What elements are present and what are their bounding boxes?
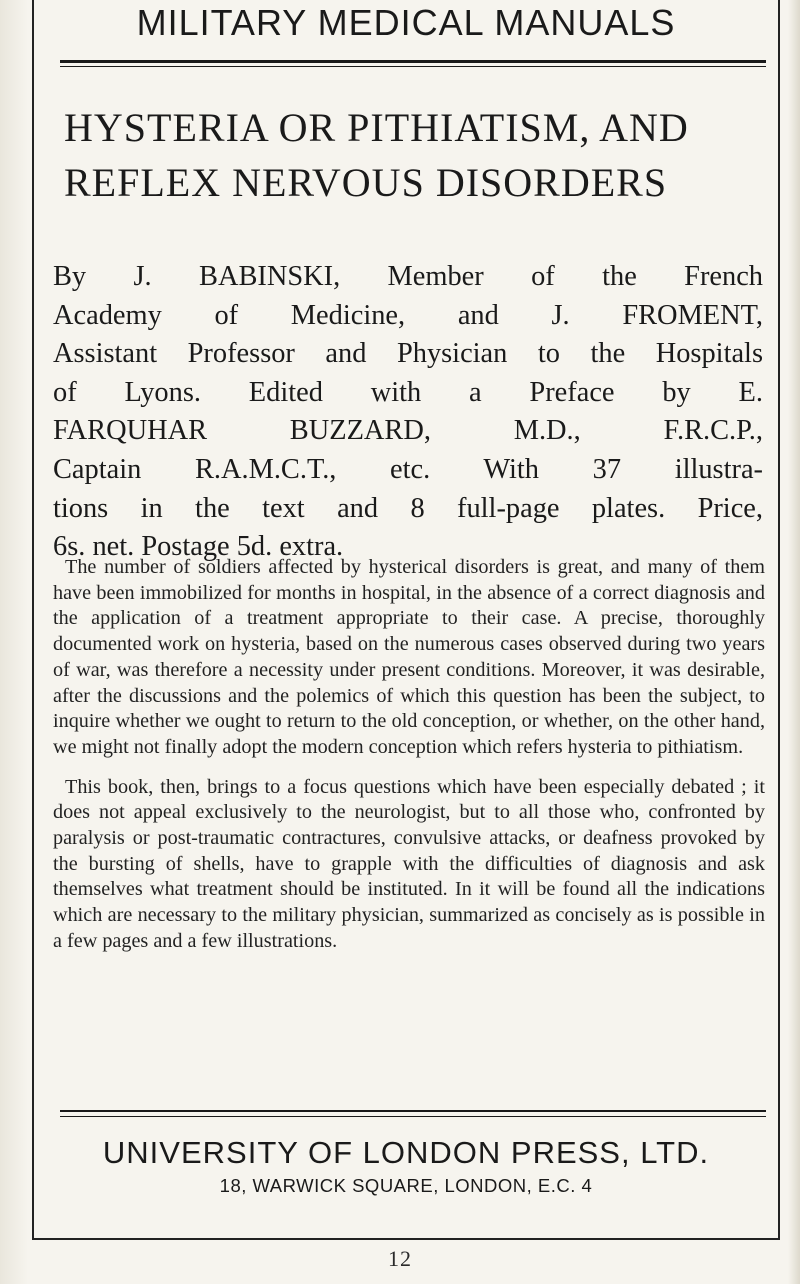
author-credits (53, 258, 763, 567)
author-line: Assistant Professor and Physician to the Hospitals (53, 338, 763, 370)
book-title-line: REFLEX NERVOUS DISORDERS (64, 160, 668, 205)
page-number: 12 (388, 1246, 412, 1271)
author-line: FARQUHAR BUZZARD, M.D., F.R.C.P., (53, 415, 763, 447)
page-edge-left (0, 0, 28, 1284)
publisher-address: 18, WARWICK SQUARE, LONDON, E.C. 4 (219, 1175, 593, 1196)
bottom-rule (60, 1110, 766, 1112)
description-paragraph: The number of soldiers affected by hysterical disorders is great, and many of them have been immobilized for months in hospital, in the absence of a correct diagnosis and the application of a treatment appropriate to their case. A precise, thoroughly documented work on hysteria, based on the numerous cases observed during two years of war, was therefore a necessity under present conditions. Moreover, it was desirable, after the discussions and the polemics of which this question has been the subject, to inquire whether we ought to return to the old conception, or whether, on the other hand, we might not finally adopt the modern conception which refers hysteria to pithiatism. (53, 556, 765, 758)
author-line: 6s. net. Postage 5d. extra. (53, 531, 344, 563)
author-line: Academy of Medicine, and J. FROMENT, (53, 299, 763, 331)
book-title-line: HYSTERIA OR PITHIATISM, AND (64, 105, 689, 150)
author-line: Captain R.A.M.C.T., etc. With 37 illustra- (53, 453, 763, 485)
book-description (53, 555, 765, 955)
author-line: By J. BABINSKI, Member of the French (53, 261, 763, 292)
top-rule (60, 60, 766, 63)
author-line: of Lyons. Edited with a Preface by E. (53, 376, 763, 408)
book-title (64, 100, 784, 210)
bottom-rule-thin (60, 1116, 766, 1117)
page-edge-right (788, 0, 800, 1284)
top-rule-thin (60, 66, 766, 67)
author-line: tions in the text and 8 full-page plates. Price, (53, 492, 763, 524)
description-paragraph: This book, then, brings to a focus questions which have been especially debated ; it does not appeal exclusively to the neurologist, but to all those who, confronted by paralysis or post-traumatic contractures, convulsive attacks, or deafness provoked by the bursting of shells, have to grapple with the difficulties of diagnosis and ask themselves what treatment should be instituted. In it will be found all the indications which are necessary to the military physician, summarized as concisely as is possible in a few pages and a few illustrations. (53, 775, 765, 952)
series-title: MILITARY MEDICAL MANUALS (136, 2, 676, 43)
publisher-name: UNIVERSITY OF LONDON PRESS, LTD. (102, 1135, 710, 1170)
